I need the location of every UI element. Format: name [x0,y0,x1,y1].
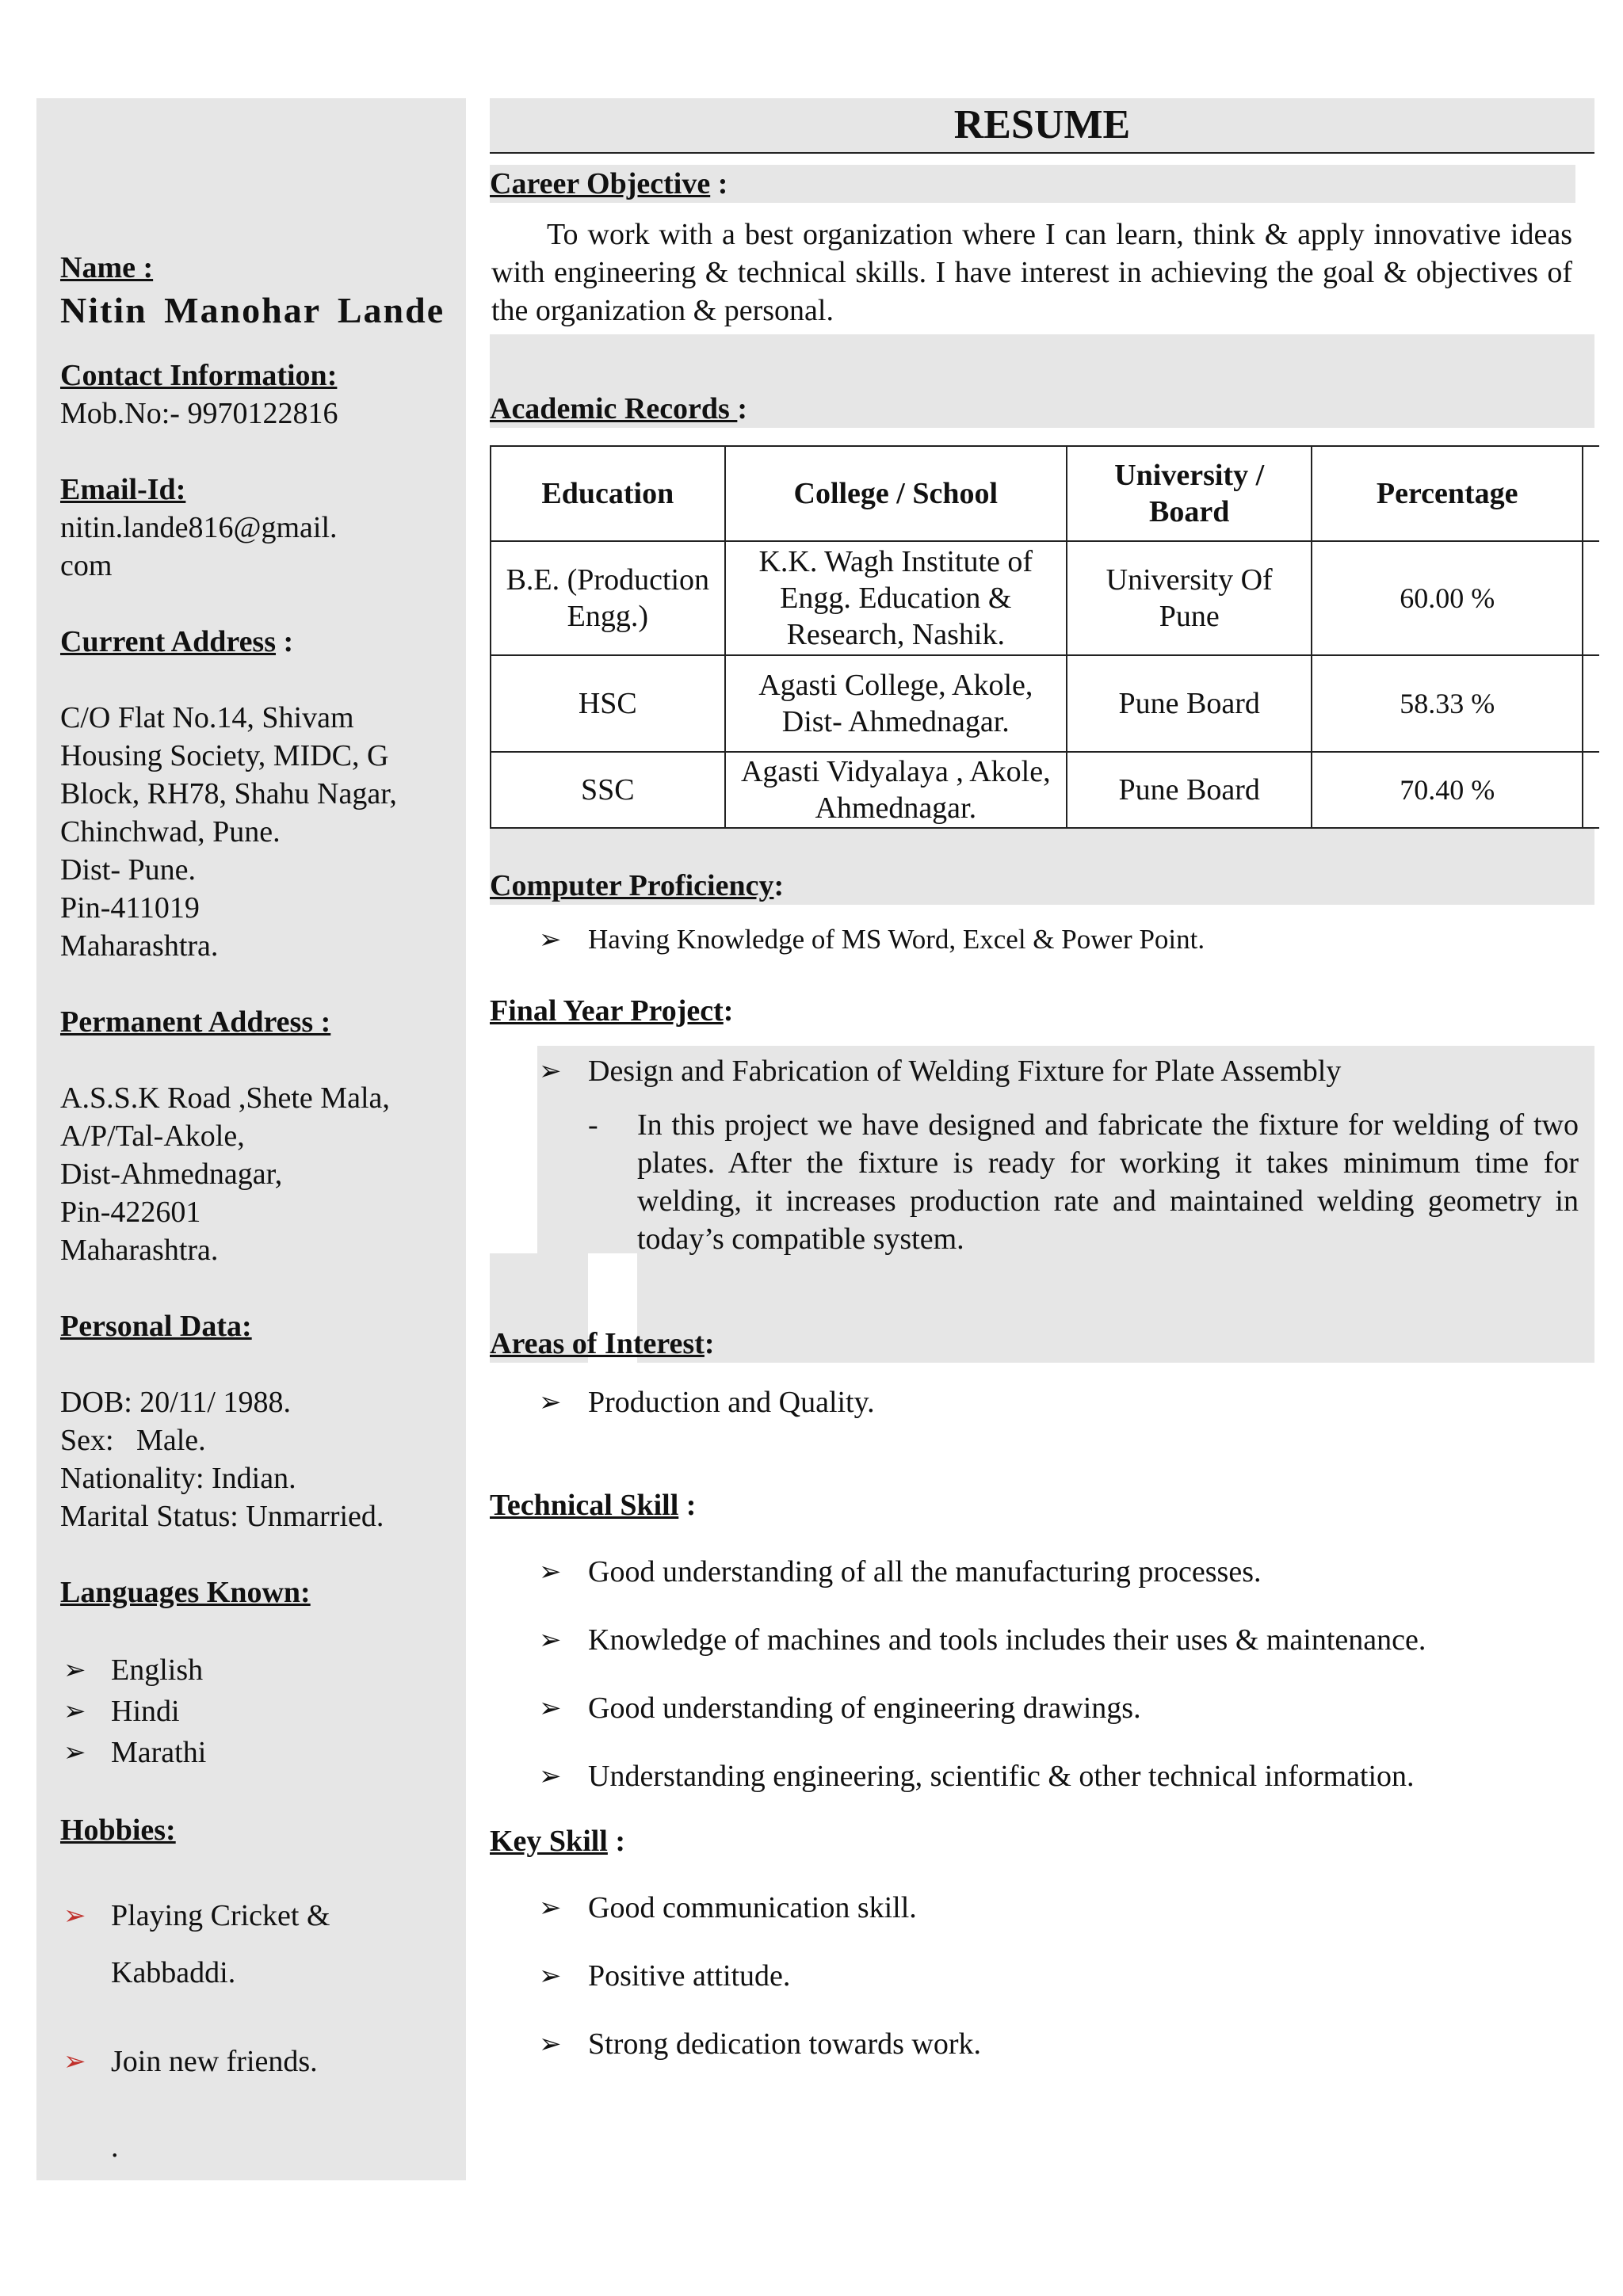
sidebar-content [60,249,456,2176]
table-cell: HSC [491,655,725,752]
address-line: Block, RH78, Shahu Nagar, [60,777,397,810]
address-line: C/O Flat No.14, Shivam [60,701,354,734]
personal-line: Sex: Male. [60,1424,206,1457]
address-line: Pin-422601 [60,1196,201,1229]
list-item-continuation [111,1944,456,2001]
languages-list [60,1650,456,1773]
list-item [63,1732,456,1773]
resume-title: RESUME [490,98,1594,154]
arrow-bullet-icon: ➢ [539,1760,562,1792]
technical-label: Technical Skill [490,1489,679,1522]
list-item [63,1650,456,1691]
list-item [539,1621,1594,1659]
personal-line: Marital Status: Unmarried. [60,1500,384,1533]
table-cell: SSC [491,752,725,828]
academic-label: Academic Records [490,392,738,425]
interest-list [490,1383,1594,1421]
computer-suffix: : [773,869,785,902]
table-cell: 70.40 % [1312,752,1582,828]
arrow-bullet-icon: ➢ [539,1892,562,1924]
address-line: Pin-411019 [60,891,200,925]
key-skill-label: Key Skill [490,1825,608,1858]
arrow-bullet-icon: ➢ [63,1737,86,1768]
table-cell: 60.00 % [1312,541,1582,655]
project-heading [490,992,1594,1030]
table-cell: Pune Board [1067,655,1312,752]
current-address-suffix: : [276,625,294,658]
list-item [539,1553,1594,1591]
computer-band [490,829,1594,905]
academic-table [490,445,1599,829]
column-header: University / Board [1067,446,1312,541]
project-block [490,1046,1594,1363]
personal-data [60,1383,456,1535]
arrow-bullet-icon: ➢ [63,1695,86,1727]
key-skill-item: Good communication skill. [588,1891,917,1924]
table-row [491,541,1599,655]
mobile-number: Mob.No:- 9970122816 [60,397,338,430]
address-line: Dist-Ahmednagar, [60,1158,283,1191]
arrow-bullet-icon: ➢ [63,2046,86,2077]
computer-heading [490,867,784,905]
column-header: Percentage [1312,446,1582,541]
table-cell: Pune Board [1067,752,1312,828]
current-address-label: Current Address [60,625,277,658]
key-skill-heading [490,1822,1594,1860]
language: English [111,1653,204,1687]
personal-line: DOB: 20/11/ 1988. [60,1386,291,1419]
interest-label: Areas of Interest [490,1327,705,1360]
hobbies-label: Hobbies: [60,1814,176,1847]
arrow-bullet-icon: ➢ [63,1900,86,1932]
list-item [63,1887,456,1944]
hobby: Playing Cricket & [111,1899,330,1932]
table-cell: Agasti College, Akole, Dist- Ahmednagar. [725,655,1067,752]
address-line: Maharashtra. [60,1234,219,1267]
arrow-bullet-icon: ➢ [539,1624,562,1656]
table-cell: University Of Pune [1067,541,1312,655]
arrow-bullet-icon: ➢ [539,2028,562,2060]
technical-list [490,1553,1594,1795]
list-item [539,1052,1594,1090]
languages-label: Languages Known: [60,1576,311,1609]
key-skill-list [490,1889,1594,2063]
address-line: Maharashtra. [60,929,219,963]
hobby: Join new friends. [111,2045,318,2078]
technical-item: Knowledge of machines and tools includes their uses & maintenance. [588,1623,1426,1657]
main-content [490,98,1594,2063]
current-address [60,699,456,965]
language: Marathi [111,1736,207,1769]
key-skill-item: Strong dedication towards work. [588,2027,982,2061]
key-skill-item: Positive attitude. [588,1959,791,1993]
technical-item: Good understanding of all the manufacturing processes. [588,1555,1262,1589]
career-objective-heading [490,165,1575,203]
project-desc-text: In this project we have designed and fabricate the fixture for welding of two plates. After the fixture is ready for working it takes minimum time for welding, it increases production rate and maintained welding geometry in today’s compatible system. [637,1108,1579,1256]
email-line-1: nitin.lande816@gmail. [60,511,338,544]
arrow-bullet-icon: ➢ [539,1386,562,1418]
table-row [491,655,1599,752]
project-description [490,1106,1579,1258]
career-objective-suffix: : [710,167,728,200]
sidebar-panel [36,98,466,2180]
address-line: A.S.S.K Road ,Shete Mala, [60,1081,390,1115]
address-line: Dist- Pune. [60,853,196,887]
list-item [539,2025,1594,2063]
arrow-bullet-icon: ➢ [63,1654,86,1686]
arrow-bullet-icon: ➢ [539,1055,562,1087]
dash-bullet: - [588,1108,598,1142]
language: Hindi [111,1695,180,1728]
email-line-2: com [60,549,113,582]
computer-item: Having Knowledge of MS Word, Excel & Power Point. [588,924,1205,955]
permanent-address-label: Permanent Address : [60,1005,331,1039]
column-header: College / School [725,446,1067,541]
academic-heading [490,390,747,428]
arrow-bullet-icon: ➢ [539,1556,562,1588]
technical-item: Understanding engineering, scientific & other technical information. [588,1760,1415,1793]
table-spacer-cell [1583,541,1599,655]
table-row [491,752,1599,828]
candidate-name: Nitin Manohar Lande [60,290,445,330]
arrow-bullet-icon: ➢ [539,924,562,955]
column-header: Education [491,446,725,541]
project-list [490,1052,1594,1090]
technical-item: Good understanding of engineering drawings. [588,1691,1141,1725]
table-cell: K.K. Wagh Institute of Engg. Education & Research, Nashik. [725,541,1067,655]
arrow-bullet-icon: ➢ [539,1960,562,1992]
list-item [539,1957,1594,1995]
table-header-row [491,446,1599,541]
list-item [539,1889,1594,1927]
trailing-dot: . [111,2130,119,2164]
academic-band [490,334,1594,428]
list-item [63,1691,456,1732]
personal-data-label: Personal Data: [60,1310,252,1343]
address-line: Chinchwad, Pune. [60,815,281,849]
interest-suffix: : [704,1327,715,1360]
technical-heading [490,1486,1594,1524]
address-line: Housing Society, MIDC, G [60,739,389,772]
project-shade-right [637,1253,1594,1363]
contact-label: Contact Information: [60,359,338,392]
list-item [539,1383,1594,1421]
list-item [539,1757,1594,1795]
arrow-bullet-icon: ➢ [539,1692,562,1724]
key-skill-suffix: : [607,1825,626,1858]
academic-suffix: : [737,392,748,425]
career-objective-label: Career Objective [490,167,711,200]
email-label: Email-Id: [60,473,186,506]
hobby-continuation: Kabbaddi. [111,1956,236,1989]
permanent-address [60,1079,456,1269]
table-cell: Agasti Vidyalaya , Akole, Ahmednagar. [725,752,1067,828]
hobbies-list [60,1887,456,2176]
address-line: A/P/Tal-Akole, [60,1119,245,1153]
personal-line: Nationality: Indian. [60,1462,296,1495]
list-item [63,2033,456,2090]
technical-suffix: : [678,1489,697,1522]
table-spacer-cell [1583,655,1599,752]
table-cell: B.E. (Production Engg.) [491,541,725,655]
current-address-heading [60,623,456,661]
table-spacer-cell [1583,752,1599,828]
project-suffix: : [723,994,734,1028]
table-spacer-cell [1583,446,1599,541]
interest-item: Production and Quality. [588,1386,875,1419]
list-item [539,921,1594,959]
table-cell: 58.33 % [1312,655,1582,752]
computer-label: Computer Proficiency [490,869,774,902]
list-item [539,1689,1594,1727]
career-objective-text: To work with a best organization where I can learn, think & apply innovative ideas with engineering & technical skills. I have interest in achieving the goal & objectives of the organization & personal. [491,218,1572,327]
project-title: Design and Fabrication of Welding Fixture for Plate Assembly [588,1055,1342,1088]
interest-heading [490,1325,715,1363]
computer-list [490,921,1594,959]
name-label: Name : [60,251,154,284]
project-label: Final Year Project [490,994,724,1028]
